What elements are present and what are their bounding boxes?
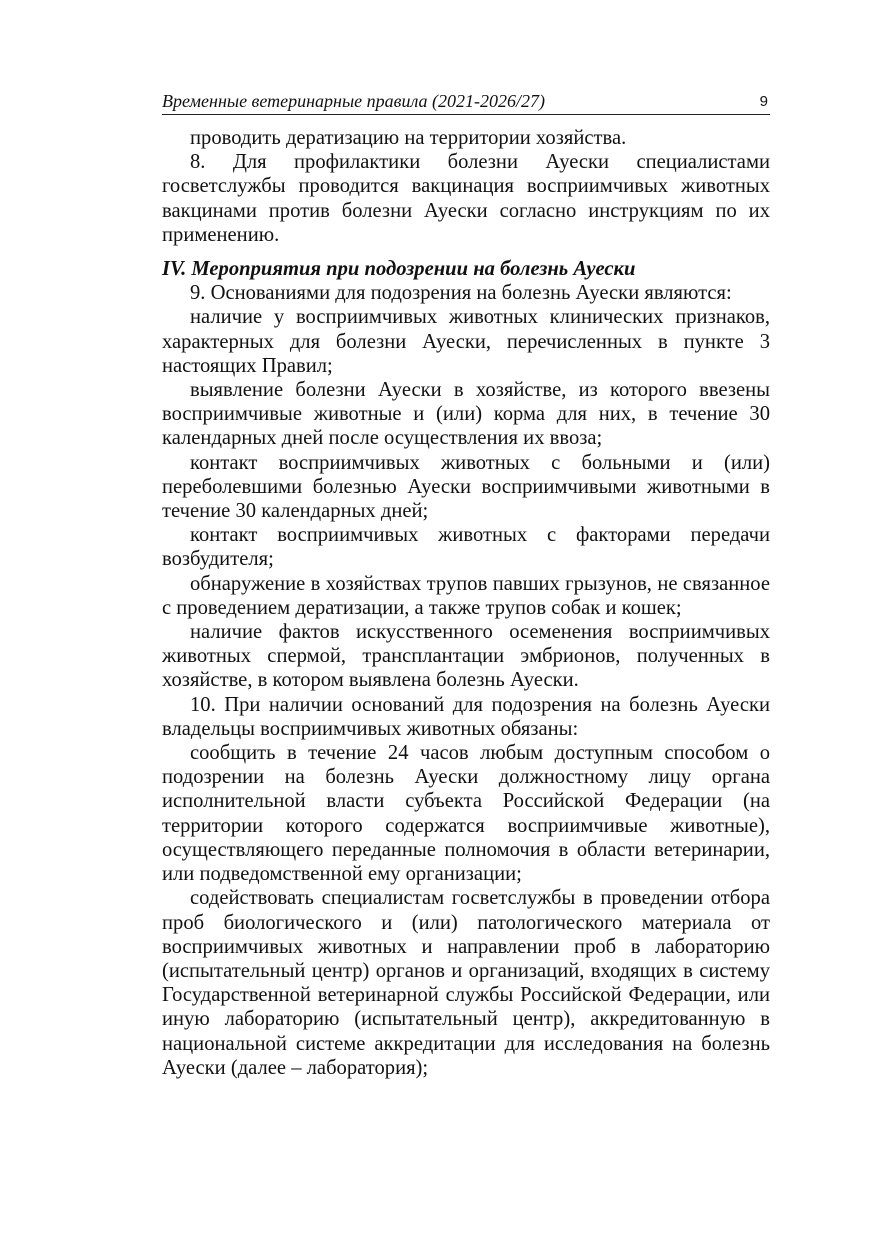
paragraph: контакт восприимчивых животных с факторами передачи возбудителя; (162, 524, 770, 571)
page-number: 9 (759, 93, 768, 110)
paragraph: сообщить в течение 24 часов любым доступным способом о подозрении на болезнь Ауески должностному лицу органа исполнительной власти субъекта Российской Федерации (на территории которого содержатся восприимчивые животные), осуществляющего переданные полномочия в области ветеринарии, или подведомственной ему организации; (162, 742, 770, 886)
paragraph: наличие у восприимчивых животных клинических признаков, характерных для болезни Ауески, перечисленных в пункте 3 настоящих Правил; (162, 306, 770, 377)
paragraph: обнаружение в хозяйствах трупов павших грызунов, не связанное с проведением дератизации, а также трупов собак и кошек; (162, 572, 770, 619)
page-body (162, 126, 770, 1080)
paragraph: проводить дератизацию на территории хозяйства. (190, 127, 627, 149)
running-header (162, 88, 770, 115)
paragraph: 9. Основаниями для подозрения на болезнь Ауески являются: (190, 282, 732, 305)
paragraph: контакт восприимчивых животных с больными и (или) переболевшими болезнью Ауески восприимчивыми животными в течение 30 календарных дней; (162, 451, 770, 523)
paragraph: содействовать специалистам госветслужбы в проведении отбора проб биологического и (или) патологического материала от восприимчивых животных и направлении проб в лабораторию (испытательный центр) органов и организаций, входящих в систему Государственной ветеринарной службы Российской Федерации, или иную лабораторию (испытательный центр), аккредитованную в национальной системе аккредитации для исследования на болезнь Ауески (далее – лаборатория); (162, 887, 770, 1079)
paragraph: выявление болезни Ауески в хозяйстве, из которого ввезены восприимчивые животные и (или) корма для них, в течение 30 календарных дней после осуществления их ввоза; (162, 379, 770, 450)
running-header-title: Временные ветеринарные правила (2021-2026/27) (162, 91, 546, 111)
paragraph: 10. При наличии оснований для подозрения на болезнь Ауески владельцы восприимчивых животных обязаны: (162, 693, 770, 740)
paragraph: 8. Для профилактики болезни Ауески специалистами госветслужбы проводится вакцинация восприимчивых животных вакцинами против болезни Ауески согласно инструкциям по их применению. (162, 151, 770, 246)
section-heading: IV. Мероприятия при подозрении на болезнь Ауески (162, 258, 636, 281)
paragraph: наличие фактов искусственного осеменения восприимчивых животных спермой, трансплантации эмбрионов, полученных в хозяйстве, в котором выявлена болезнь Ауески. (162, 621, 770, 692)
